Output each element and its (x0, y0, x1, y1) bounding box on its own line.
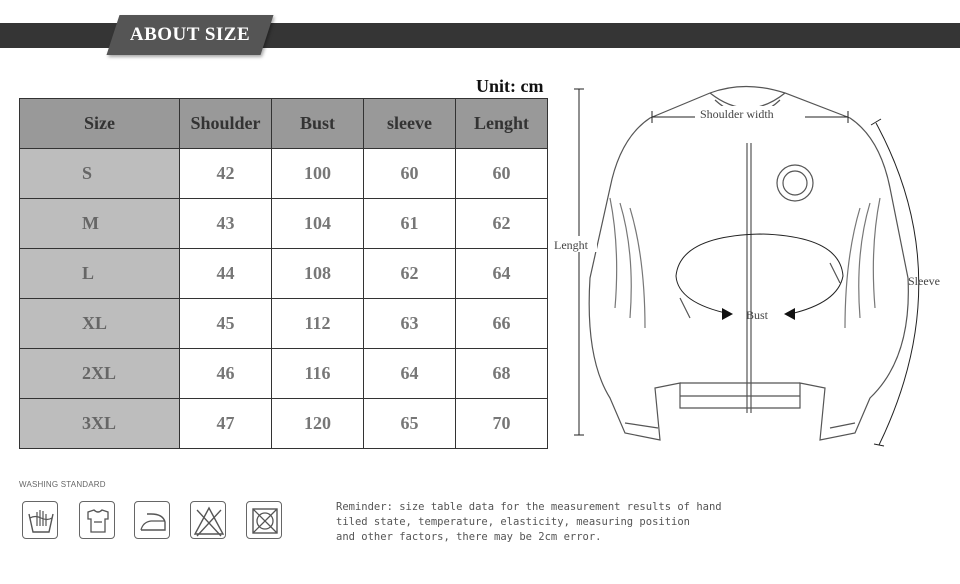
length-cell: 70 (456, 399, 548, 449)
sleeve-cell: 64 (364, 349, 456, 399)
length-cell: 64 (456, 249, 548, 299)
length-cell: 68 (456, 349, 548, 399)
bust-cell: 120 (272, 399, 364, 449)
sleeve-cell: 65 (364, 399, 456, 449)
size-table (19, 98, 548, 449)
table-row (20, 299, 548, 349)
table-row (20, 199, 548, 249)
jacket-sketch (550, 78, 960, 458)
shoulder-cell: 42 (180, 149, 272, 199)
bust-cell: 116 (272, 349, 364, 399)
size-cell: S (20, 149, 180, 199)
page-title: ABOUT SIZE (129, 24, 251, 45)
no-bleach-icon (190, 501, 226, 539)
dry-flat-icon (79, 501, 115, 539)
shoulder-cell: 44 (180, 249, 272, 299)
column-header-sleeve: sleeve (364, 99, 456, 149)
length-label: Lenght (554, 238, 588, 252)
length-cell: 66 (456, 299, 548, 349)
size-cell: M (20, 199, 180, 249)
bust-cell: 108 (272, 249, 364, 299)
column-header-bust: Bust (272, 99, 364, 149)
table-row (20, 349, 548, 399)
shoulder-cell: 47 (180, 399, 272, 449)
table-row (20, 249, 548, 299)
sleeve-cell: 63 (364, 299, 456, 349)
shoulder-cell: 43 (180, 199, 272, 249)
washing-standard-title: WASHING STANDARD (19, 480, 106, 489)
reminder-line: tiled state, temperature, elasticity, measuring position (336, 516, 691, 528)
reminder-line: and other factors, there may be 2cm error. (336, 531, 602, 543)
size-cell: 2XL (20, 349, 180, 399)
size-cell: L (20, 249, 180, 299)
no-tumble-dry-icon (246, 501, 282, 539)
unit-label: Unit: cm (476, 76, 544, 96)
length-cell: 60 (456, 149, 548, 199)
bust-cell: 100 (272, 149, 364, 199)
jacket-outline (589, 87, 908, 441)
shoulder-cell: 45 (180, 299, 272, 349)
sleeve-cell: 60 (364, 149, 456, 199)
sleeve-cell: 62 (364, 249, 456, 299)
bust-cell: 104 (272, 199, 364, 249)
table-row (20, 149, 548, 199)
column-header-shoulder: Shoulder (180, 99, 272, 149)
table-header-row (20, 99, 548, 149)
shoulder-cell: 46 (180, 349, 272, 399)
reminder-line: Reminder: size table data for the measurement results of hand (336, 501, 722, 513)
table-row (20, 399, 548, 449)
hand-wash-icon (22, 501, 58, 539)
size-cell: 3XL (20, 399, 180, 449)
jacket-diagram (550, 78, 960, 458)
reminder-note (336, 500, 722, 545)
sleeve-cell: 61 (364, 199, 456, 249)
column-header-size: Size (20, 99, 180, 149)
iron-low-icon (134, 501, 170, 539)
sleeve-label: Sleeve (908, 274, 940, 288)
column-header-length: Lenght (456, 99, 548, 149)
bust-label: Bust (746, 308, 769, 322)
shoulder-width-label: Shoulder width (700, 107, 774, 121)
bust-cell: 112 (272, 299, 364, 349)
size-cell: XL (20, 299, 180, 349)
length-cell: 62 (456, 199, 548, 249)
